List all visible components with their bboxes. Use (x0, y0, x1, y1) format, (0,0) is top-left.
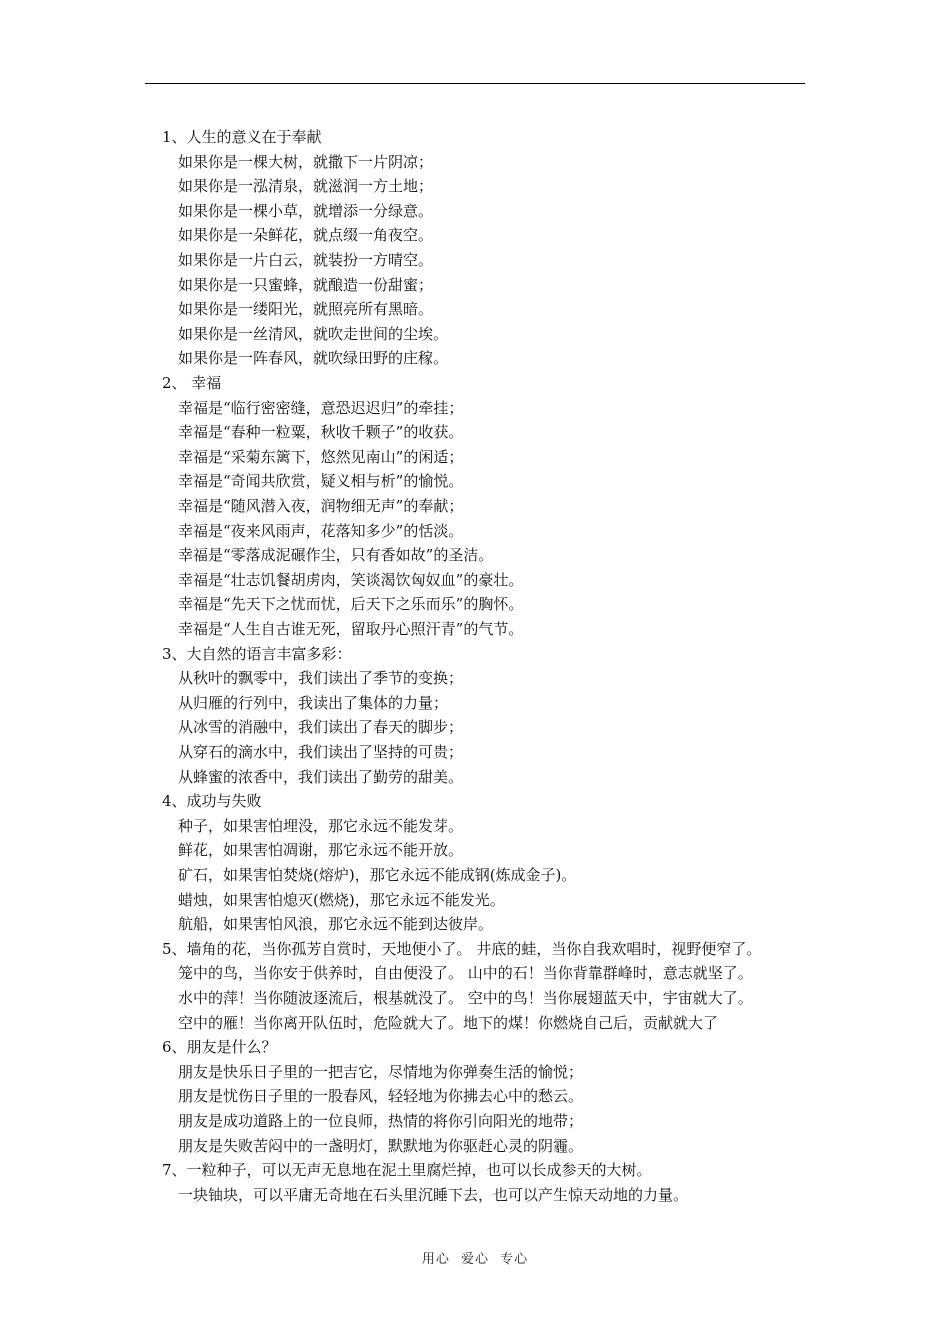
paragraph-line: 如果你是一棵小草，就增添一分绿意。 (178, 201, 434, 220)
section-heading: 5、墙角的花，当你孤芳自赏时，天地便小了。 井底的蛙，当你自我欢唱时，视野便窄了。 (162, 939, 762, 958)
paragraph-line: 一块铀块，可以平庸无奇地在石头里沉睡下去，也可以产生惊天动地的力量。 (178, 1185, 689, 1204)
paragraph-line: 如果你是一阵春风，就吹绿田野的庄稼。 (178, 349, 449, 368)
page-footer: 用心 爱心 专心 (421, 1252, 529, 1267)
paragraph-line: 从冰雪的消融中，我们读出了春天的脚步； (178, 718, 464, 737)
paragraph-line: 幸福是“临行密密缝，意恐迟迟归”的牵挂； (178, 398, 464, 417)
paragraph-line: 朋友是快乐日子里的一把吉它，尽情地为你弹奏生活的愉悦； (178, 1062, 584, 1081)
paragraph-line: 幸福是“随风潜入夜，润物细无声”的奉献； (178, 497, 464, 515)
paragraph-line: 从归雁的行列中，我读出了集体的力量； (178, 693, 449, 712)
paragraph-line: 如果你是一缕阳光，就照亮所有黑暗。 (178, 300, 434, 319)
section-heading: 3、大自然的语言丰富多彩： (162, 644, 352, 663)
paragraph-line: 幸福是“春种一粒粟，秋收千颗子”的收获。 (178, 423, 464, 442)
paragraph-line: 笼中的鸟，当你安于供养时，自由便没了。 山中的石！当你背靠群峰时，意志就坚了。 (178, 964, 753, 983)
paragraph-line: 朋友是成功道路上的一位良师，热情的将你引向阳光的地带； (178, 1112, 584, 1130)
paragraph-line: 鲜花，如果害怕凋谢，那它永远不能开放。 (178, 841, 464, 860)
paragraph-line: 种子，如果害怕埋没，那它永远不能发芽。 (178, 816, 464, 835)
section-heading: 2、 幸福 (162, 374, 222, 392)
paragraph-line: 如果你是一丝清风，就吹走世间的尘埃。 (178, 324, 449, 343)
paragraph-line: 矿石，如果害怕焚烧(熔炉)，那它永远不能成钢(炼成金子)。 (178, 866, 577, 884)
paragraph-line: 幸福是“奇闻共欣赏，疑义相与析”的愉悦。 (178, 472, 464, 491)
paragraph-line: 如果你是一只蜜蜂，就酿造一份甜蜜； (178, 275, 434, 294)
paragraph-line: 空中的雁！当你离开队伍时，危险就大了。地下的煤！你燃烧自己后，贡献就大了 (178, 1013, 719, 1032)
paragraph-line: 水中的萍！当你随波逐流后，根基就没了。 空中的鸟！当你展翅蓝天中，宇宙就大了。 (178, 989, 753, 1007)
paragraph-line: 从穿石的滴水中，我们读出了坚持的可贵； (178, 743, 464, 761)
header-rule (145, 83, 805, 84)
paragraph-line: 幸福是“采菊东篱下，悠然见南山”的闲适； (178, 447, 464, 466)
paragraph-line: 航船，如果害怕风浪，那它永远不能到达彼岸。 (178, 915, 494, 934)
paragraph-line: 如果你是一朵鲜花，就点缀一角夜空。 (178, 226, 434, 245)
section-heading: 1、人生的意义在于奉献 (162, 128, 322, 146)
section-heading: 7、一粒种子，可以无声无息地在泥土里腐烂掉，也可以长成参天的大树。 (162, 1161, 652, 1180)
section-heading: 4、成功与失败 (162, 792, 262, 811)
paragraph-line: 幸福是“壮志饥餐胡虏肉，笑谈渴饮匈奴血”的豪壮。 (178, 570, 524, 589)
paragraph-line: 朋友是忧伤日子里的一股春风，轻轻地为你拂去心中的愁云。 (178, 1087, 584, 1106)
paragraph-line: 幸福是“零落成泥碾作尘，只有香如故”的圣洁。 (178, 546, 494, 565)
paragraph-line: 幸福是“先天下之忧而忧，后天下之乐而乐”的胸怀。 (178, 595, 524, 614)
paragraph-line: 从蜂蜜的浓香中，我们读出了勤劳的甜美。 (178, 767, 464, 786)
paragraph-line: 如果你是一泓清泉，就滋润一方土地； (178, 177, 434, 196)
paragraph-line: 幸福是“夜来风雨声，花落知多少”的恬淡。 (178, 521, 464, 540)
paragraph-line: 蜡烛，如果害怕熄灭(燃烧)，那它永远不能发光。 (178, 890, 505, 909)
paragraph-line: 从秋叶的飘零中，我们读出了季节的变换； (178, 669, 464, 688)
paragraph-line: 如果你是一棵大树，就撒下一片阴凉； (178, 152, 434, 171)
paragraph-line: 如果你是一片白云，就装扮一方晴空。 (178, 251, 434, 269)
paragraph-line: 幸福是“人生自古谁无死，留取丹心照汗青”的气节。 (178, 620, 524, 638)
paragraph-line: 朋友是失败苦闷中的一盏明灯，默默地为你驱赶心灵的阴霾。 (178, 1136, 584, 1155)
section-heading: 6、朋友是什么？ (162, 1038, 277, 1057)
